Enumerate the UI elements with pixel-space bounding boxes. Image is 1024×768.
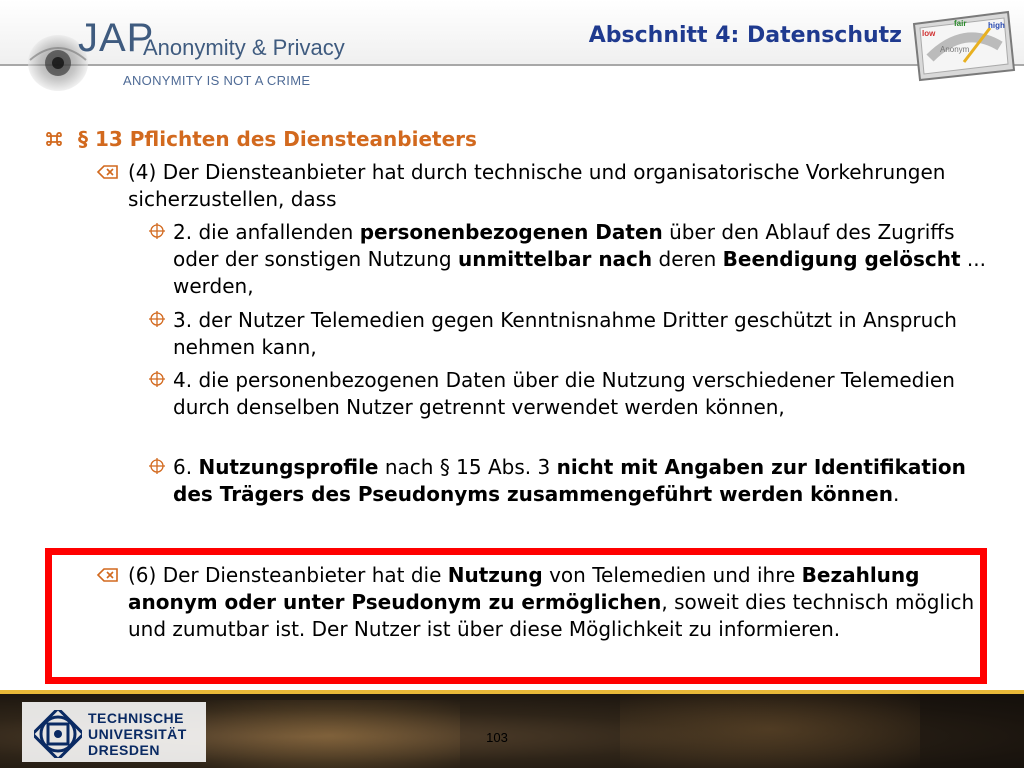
meter-anonym-label: Anonym (940, 45, 970, 54)
brand-jap: JAP (78, 16, 155, 60)
item2-part-b: personenbezogenen Daten (359, 220, 663, 244)
list-item-6 (148, 454, 988, 508)
para6-part-d: Bezahlung anonym oder unter Pseudonym zu ermöglichen (128, 563, 920, 614)
brand-subtitle: Anonymity & Privacy (143, 35, 345, 60)
paragraph-6-text (96, 562, 976, 643)
header-divider (0, 64, 1024, 66)
crosshair-circle-icon (148, 457, 166, 475)
paragraph-4 (96, 159, 976, 213)
item6-part-e: . (892, 482, 900, 506)
list-item-4-text: 4. die personenbezogenen Daten über die Nutzung verschiedener Telemedien durch denselben Nutzer getrennt verwendet werden können, (173, 368, 955, 419)
crosshair-circle-icon (148, 222, 166, 240)
meter-low-label: low (922, 29, 936, 38)
para6-part-c: von Telemedien und ihre (542, 563, 802, 587)
para6-part-e: , soweit dies technisch möglich und zumutbar ist. Der Nutzer ist über diese Möglichkeit zu informieren. (128, 590, 975, 641)
list-item-2 (148, 219, 988, 300)
brand-tagline: ANONYMITY IS NOT A CRIME (123, 73, 311, 88)
slide-title: Abschnitt 4: Datenschutz (588, 23, 902, 48)
item2-part-f: Beendigung gelöscht (722, 247, 961, 271)
item6-part-b: Nutzungsprofile (198, 455, 379, 479)
list-item-6-text (148, 454, 988, 508)
anonymity-meter-icon (908, 6, 1018, 84)
footer-glow (620, 690, 920, 768)
item6-part-d: nicht mit Angaben zur Identifikation des Trägers des Pseudonyms zusammengeführt werden können (173, 455, 966, 506)
footer-accent-line (0, 690, 1024, 694)
item2-part-a: 2. die anfallenden (173, 220, 360, 244)
item2-part-g: ... werden, (173, 247, 986, 298)
slide-header (0, 0, 1024, 100)
list-item-2-text (148, 219, 988, 300)
item2-part-c: über den Ablauf des Zugriffs oder der sonstigen Nutzung (173, 220, 955, 271)
slide-footer (0, 690, 1024, 768)
list-item-4 (148, 367, 988, 421)
command-key-icon (44, 129, 64, 149)
list-item-3-text: 3. der Nutzer Telemedien gegen Kenntnisnahme Dritter geschützt in Anspruch nehmen kann, (173, 308, 957, 359)
item2-part-e: deren (652, 247, 723, 271)
footer-glow (200, 700, 460, 768)
meter-fair-label: fair (954, 19, 967, 28)
crosshair-circle-icon (148, 310, 166, 328)
tu-dresden-emblem-icon (34, 710, 82, 758)
paragraph-6 (96, 562, 976, 643)
university-line-1: TECHNISCHE (88, 710, 185, 726)
clear-key-icon (96, 162, 120, 182)
page-number: 103 (486, 730, 508, 745)
university-line-3: DRESDEN (88, 742, 160, 758)
clear-key-icon (96, 565, 120, 585)
item6-part-a: 6. (173, 455, 199, 479)
para6-part-b: Nutzung (447, 563, 543, 587)
university-line-2: UNIVERSITÄT (88, 726, 187, 742)
tu-dresden-logo (22, 702, 206, 762)
list-item-3 (148, 307, 988, 361)
para6-part-a: (6) Der Diensteanbieter hat die (128, 563, 448, 587)
meter-high-label: high (988, 21, 1005, 30)
tu-dresden-wordmark (88, 710, 187, 758)
paragraph-4-text: (4) Der Diensteanbieter hat durch technische und organisatorische Vorkehrungen sicherzustellen, dass (128, 160, 946, 211)
section-heading: § 13 Pflichten des Diensteanbieters (78, 127, 477, 151)
item2-part-d: unmittelbar nach (457, 247, 653, 271)
section-heading-row (44, 126, 964, 153)
item6-part-c: nach § 15 Abs. 3 (378, 455, 557, 479)
crosshair-circle-icon (148, 370, 166, 388)
